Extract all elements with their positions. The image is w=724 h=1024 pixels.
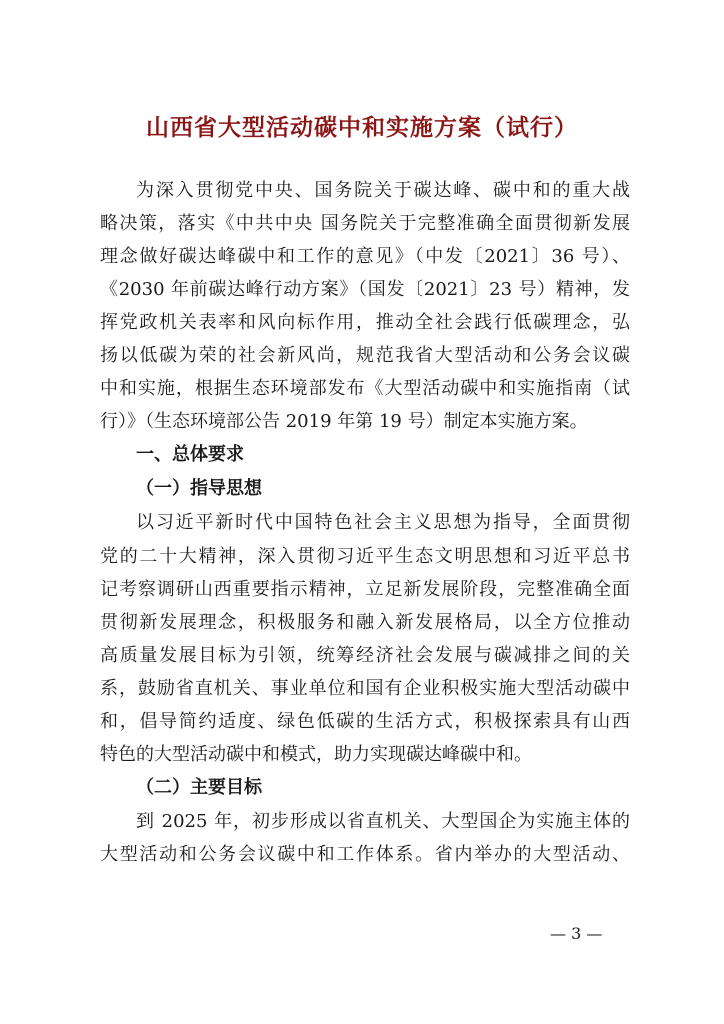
intro-line: 《2030 年前碳达峰行动方案》（国发〔2021〕23 号）精神，发 bbox=[100, 279, 630, 300]
intro-line: 为深入贯彻党中央、国务院关于碳达峰、碳中和的重大战 bbox=[136, 180, 630, 201]
subsection-heading: （一）指导思想 bbox=[136, 478, 262, 499]
paragraph-line: 党的二十大精神，深入贯彻习近平生态文明思想和习近平总书 bbox=[100, 546, 630, 567]
paragraph-line: 和，倡导简约适度、绿色低碳的生活方式，积极探索具有山西 bbox=[100, 711, 630, 732]
subsection-heading: （二）主要目标 bbox=[136, 777, 262, 798]
intro-line: 理念做好碳达峰碳中和工作的意见》（中发〔2021〕36 号）、 bbox=[100, 246, 630, 267]
paragraph-line: 以习近平新时代中国特色社会主义思想为指导，全面贯彻 bbox=[136, 512, 630, 533]
document-title: 山西省大型活动碳中和实施方案（试行） bbox=[146, 114, 578, 141]
paragraph-line: 特色的大型活动碳中和模式，助力实现碳达峰碳中和。 bbox=[100, 744, 532, 765]
paragraph-line: 系，鼓励省直机关、事业单位和国有企业积极实施大型活动碳中 bbox=[100, 678, 630, 699]
paragraph-line: 到 2025 年，初步形成以省直机关、大型国企为实施主体的 bbox=[136, 811, 630, 832]
intro-line: 扬以低碳为荣的社会新风尚，规范我省大型活动和公务会议碳 bbox=[100, 345, 630, 366]
paragraph-line: 高质量发展目标为引领，统筹经济社会发展与碳减排之间的关 bbox=[100, 645, 630, 666]
intro-line: 略决策，落实《中共中央 国务院关于完整准确全面贯彻新发展 bbox=[100, 213, 630, 234]
paragraph-line: 记考察调研山西重要指示精神，立足新发展阶段，完整准确全面 bbox=[100, 579, 630, 600]
intro-line: 中和实施，根据生态环境部发布《大型活动碳中和实施指南（试 bbox=[100, 378, 630, 399]
paragraph-line: 贯彻新发展理念，积极服务和融入新发展格局，以全方位推动 bbox=[100, 612, 630, 633]
intro-line: 挥党政机关表率和风向标作用，推动全社会践行低碳理念，弘 bbox=[100, 312, 630, 333]
page-number: — 3 — bbox=[550, 924, 603, 943]
section-heading: 一、总体要求 bbox=[136, 444, 244, 465]
intro-line: 行）》（生态环境部公告 2019 年第 19 号）制定本实施方案。 bbox=[100, 411, 588, 432]
paragraph-line: 大型活动和公务会议碳中和工作体系。省内举办的大型活动、 bbox=[100, 844, 630, 865]
